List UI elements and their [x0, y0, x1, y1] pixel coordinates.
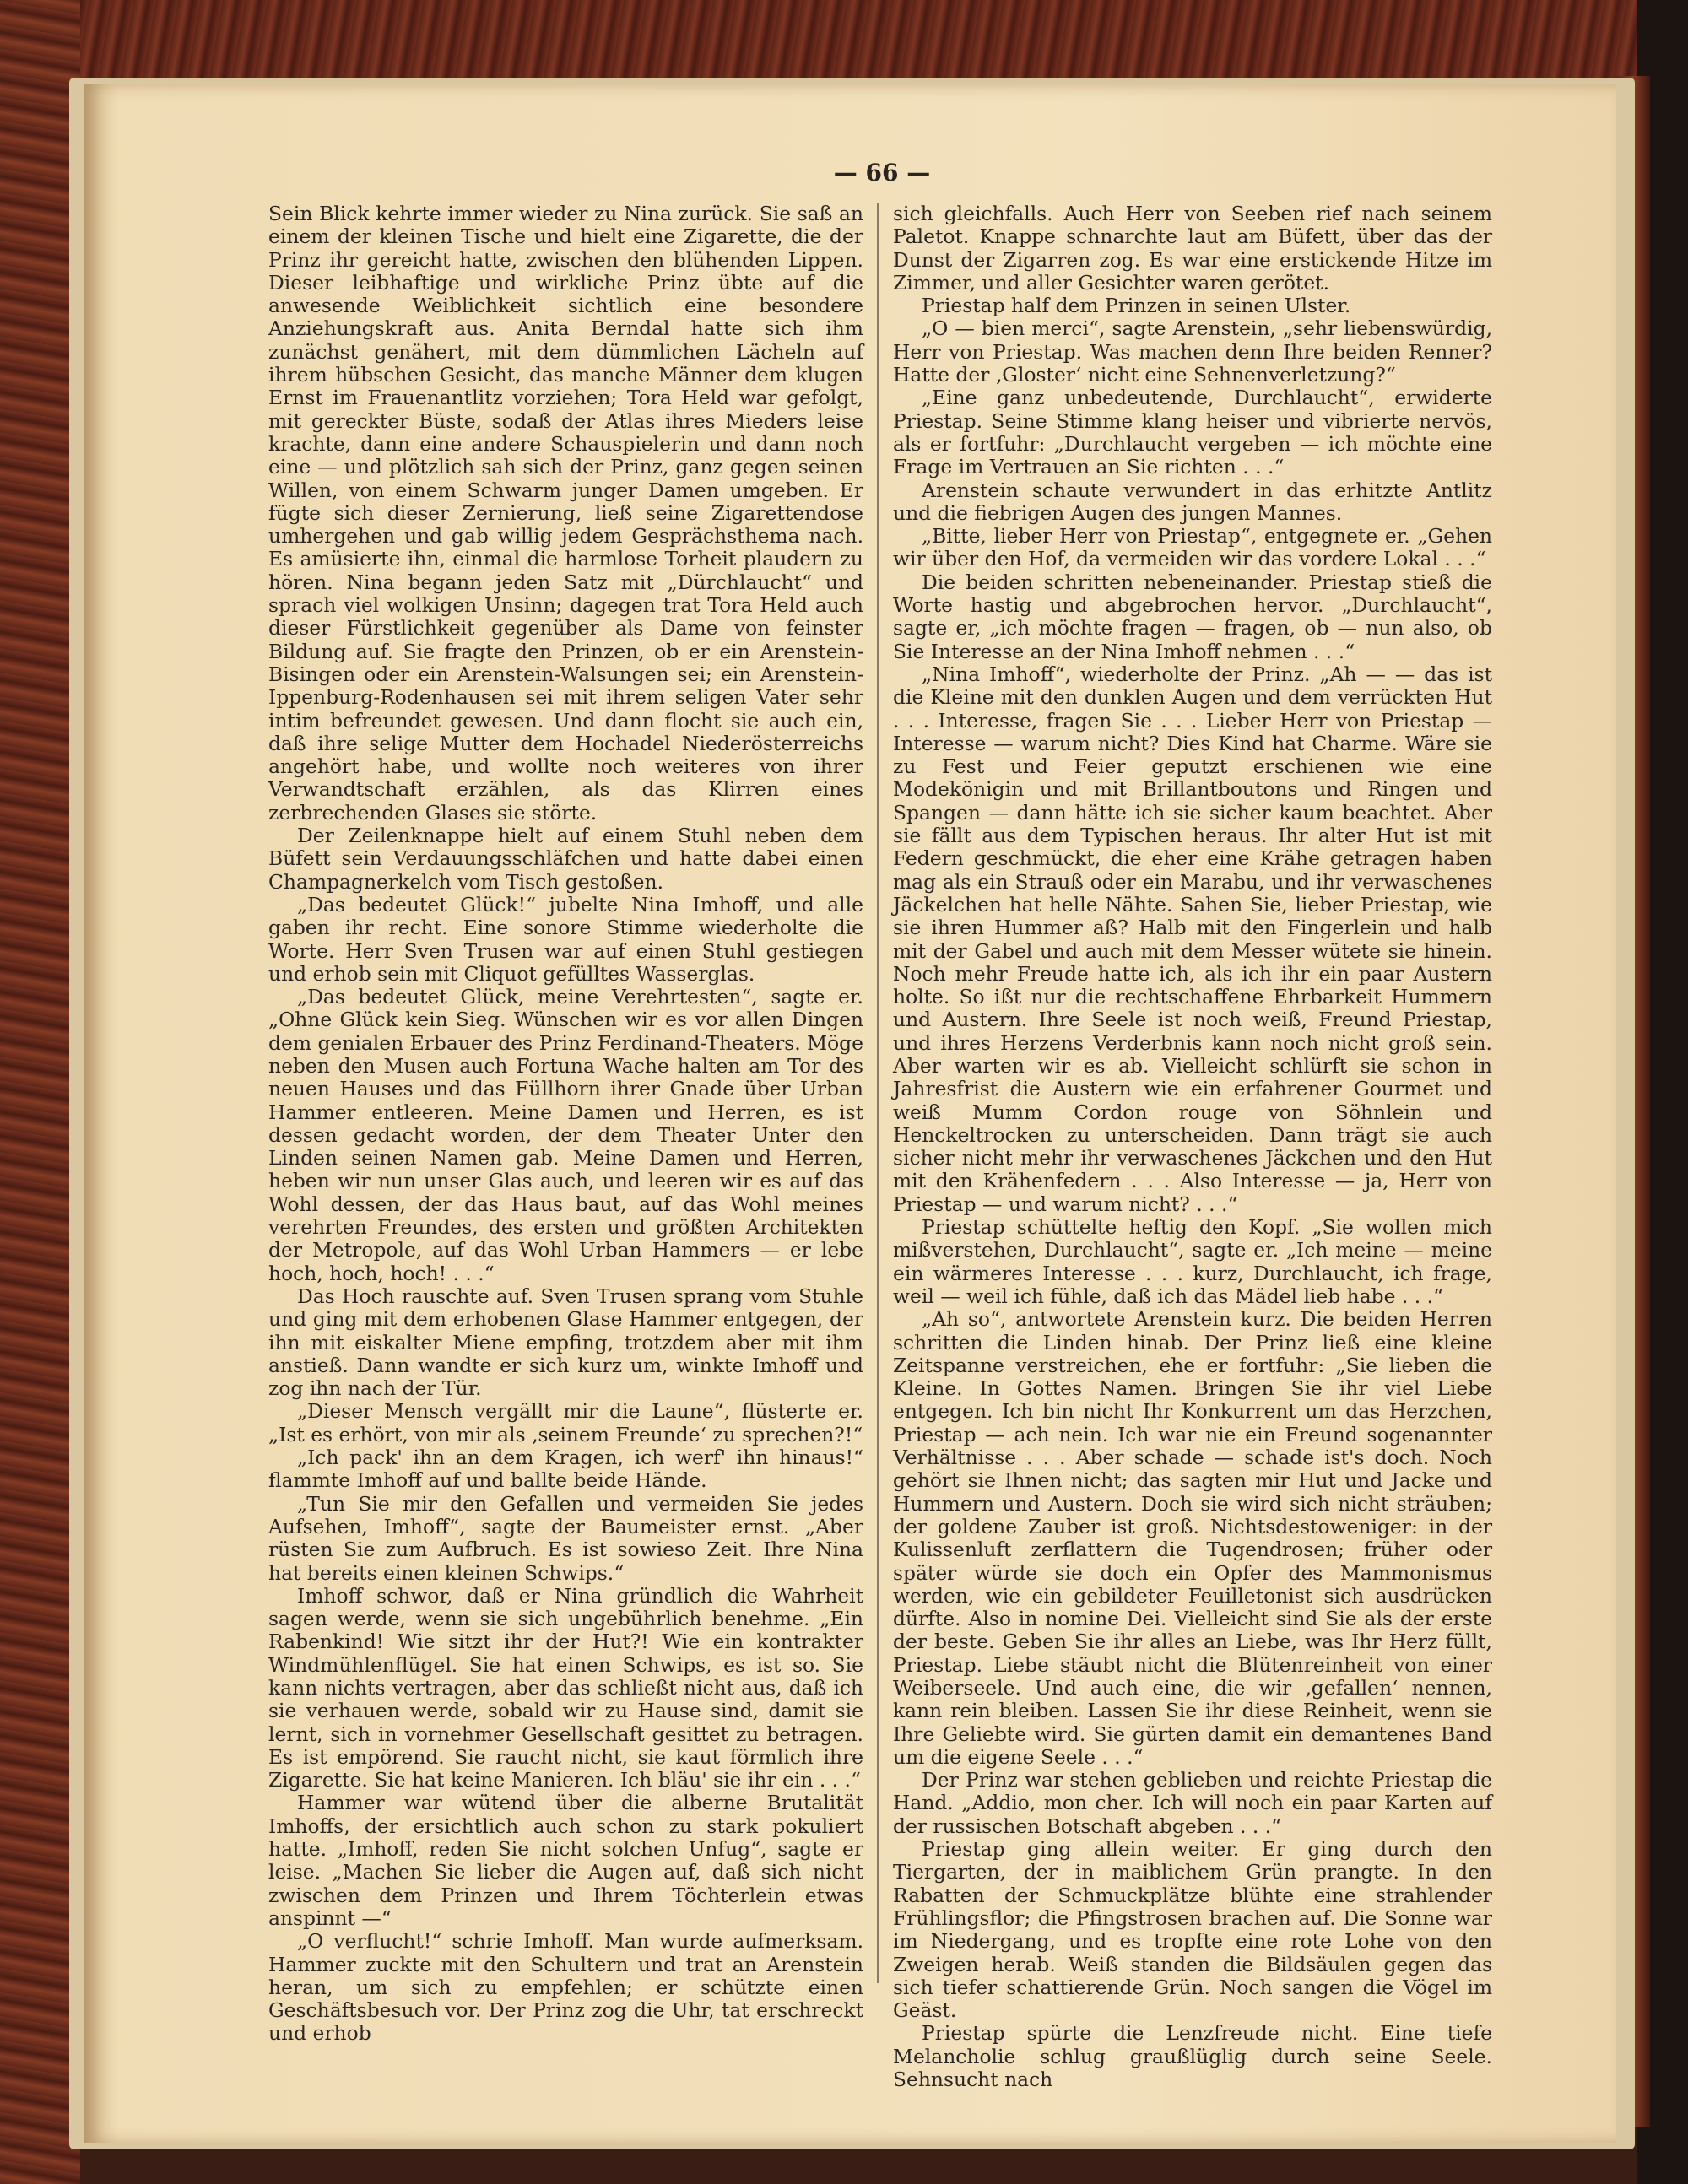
paragraph: „Das bedeutet Glück!“ jubelte Nina Imhoff, und alle gaben ihr recht. Eine sonore Stimme wiederholte die Worte. Herr Sven Trusen war auf einen Stuhl gestiegen und erhob sein mit Cliquot gefülltes Wasserglas. [268, 892, 863, 986]
column-divider [877, 203, 879, 1983]
paragraph: Der Zeilenknappe hielt auf einem Stuhl neben dem Büfett sein Verdauungsschläfchen und hatte dabei einen Champagnerkelch vom Tisch gestoßen. [268, 824, 863, 894]
paragraph: „Das bedeutet Glück, meine Verehrtesten“, sagte er. „Ohne Glück kein Sieg. Wünschen wir es vor allen Dingen dem genialen Erbauer des Prinz Ferdinand-Theaters. Möge neben den Musen auch Fortuna Wache halten am Tor des neuen Hauses und das Füllhorn ihrer Gnade über Urban Hammer entleeren. Meine Damen und Herren, es ist dessen gedacht worden, der dem Theater Unter den Linden seinen Namen gab. Meine Damen und Herren, heben wir nun unser Glas auch, und leeren wir es auf das Wohl dessen, der das Haus baut, auf das Wohl meines verehrten Freundes, des ersten und größten Architekten der Metropole, auf das Wohl Urban Hammers — er lebe hoch, hoch, hoch! . . .“ [268, 985, 863, 1285]
page-number: — 66 — [833, 159, 931, 187]
text-column-left [268, 203, 863, 2046]
paragraph: Sein Blick kehrte immer wieder zu Nina zurück. Sie saß an einem der kleinen Tische und hielt eine Zigarette, die der Prinz ihr gereicht hatte, zwischen den blühenden Lippen. Dieser leibhaftige und wirkliche Prinz übte auf die anwesende Weiblichkeit sichtlich eine besondere Anziehungskraft aus. Anita Berndal hatte sich ihm zunächst genähert, mit dem dümmlichen Lächeln auf ihrem hübschen Gesicht, das manche Männer dem klugen Ernst im Frauenantlitz vorziehen; Tora Held war gefolgt, mit gereckter Büste, sodaß der Atlas ihres Mieders leise krachte, dann eine andere Schauspielerin und dann noch eine — und plötzlich sah sich der Prinz, ganz gegen seinen Willen, von einem Schwarm junger Damen umgeben. Er fügte sich dieser Zernierung, ließ seine Zigarettendose umhergehen und gab willig jedem Gesprächsthema nach. Es amüsierte ihn, einmal die harmlose Torheit plaudern zu hören. Nina begann jeden Satz mit „Dürchlaucht“ und sprach viel wolkigen Unsinn; dagegen trat Tora Held auch dieser Fürstlichkeit gegenüber als Dame von feinster Bildung auf. Sie fragte den Prinzen, ob er ein Arenstein-Bisingen oder ein Arenstein-Walsungen sei; ein Arenstein-Ippenburg-Rodenhausen sei mit ihrem seligen Vater sehr intim befreundet gewesen. Und dann flocht sie auch ein, daß ihre selige Mutter dem Hochadel Niederösterreichs angehört habe, und wollte noch weiteres von ihrer Verwandtschaft erzählen, als das Klirren eines zerbrechenden Glases sie störte. [268, 202, 863, 824]
paragraph: „Ah so“, antwortete Arenstein kurz. Die beiden Herren schritten die Linden hinab. Der Prinz ließ eine kleine Zeitspanne verstreichen, ehe er fortfuhr: „Sie lieben die Kleine. In Gottes Namen. Bringen Sie ihr viel Liebe entgegen. Ich bin nicht Ihr Konkurrent um das Herzchen, Priestap — ach nein. Ich war nie ein Freund sogenannter Verhältnisse . . . Aber schade — schade ist's doch. Noch gehört sie Ihnen nicht; das sagten mir Hut und Jacke und Hummern und Austern. Doch sie wird sich nicht sträuben; der goldene Zauber ist groß. Nichtsdestoweniger: in der Kulissenluft zerflattern die Tugendrosen; früher oder später würde sie doch ein Opfer des Mammonismus werden, wie ein gebildeter Feuilletonist sich ausdrücken dürfte. Also in nomine Dei. Vielleicht sind Sie als der erste der beste. Geben Sie ihr alles an Liebe, was Ihr Herz füllt, Priestap. Liebe stäubt nicht die Blütenreinheit von einer Weiberseele. Und auch eine, die wir ‚gefallen‘ nennen, kann rein bleiben. Lassen Sie ihr diese Reinheit, wenn sie Ihre Geliebte wird. Sie gürten damit ein demantenes Band um die eigene Seele . . .“ [893, 1307, 1492, 1769]
paragraph: Arenstein schaute verwundert in das erhitzte Antlitz und die fiebrigen Augen des jungen Mannes. [893, 478, 1492, 525]
book-binding-left [0, 0, 80, 2184]
text-column-right [893, 203, 1492, 2091]
paragraph: Das Hoch rauschte auf. Sven Trusen sprang vom Stuhle und ging mit dem erhobenen Glase Hammer entgegen, der ihn mit eiskalter Miene empfing, trotzdem aber mit ihm anstieß. Dann wandte er sich kurz um, winkte Imhoff und zog ihn nach der Tür. [268, 1284, 863, 1401]
paragraph: Die beiden schritten nebeneinander. Priestap stieß die Worte hastig und abgebrochen hervor. „Durchlaucht“, sagte er, „ich möchte fragen — fragen, ob — nun also, ob Sie Interesse an der Nina Imhoff nehmen . . .“ [893, 570, 1492, 663]
paragraph: Priestap schüttelte heftig den Kopf. „Sie wollen mich mißverstehen, Durchlaucht“, sagte er. „Ich meine — meine ein wärmeres Interesse . . . kurz, Durchlaucht, ich frage, weil — weil ich fühle, daß ich das Mädel lieb habe . . .“ [893, 1215, 1492, 1308]
paragraph: „Dieser Mensch vergällt mir die Laune“, flüsterte er. „Ist es erhört, von mir als ‚seinem Freunde‘ zu sprechen?!“ [268, 1399, 863, 1446]
paragraph: sich gleichfalls. Auch Herr von Seeben rief nach seinem Paletot. Knappe schnarchte laut am Büfett, über das der Dunst der Zigarren zog. Es war eine erstickende Hitze im Zimmer, und aller Gesichter waren gerötet. [893, 202, 1492, 295]
paragraph: „O verflucht!“ schrie Imhoff. Man wurde aufmerksam. Hammer zuckte mit den Schultern und trat an Arenstein heran, um sich zu empfehlen; er schützte einen Geschäftsbesuch vor. Der Prinz zog die Uhr, tat erschreckt und erhob [268, 1929, 863, 2046]
paragraph: Priestap spürte die Lenzfreude nicht. Eine tiefe Melancholie schlug graußlüglig durch seine Seele. Sehnsucht nach [893, 2021, 1492, 2092]
paragraph: „Bitte, lieber Herr von Priestap“, entgegnete er. „Gehen wir über den Hof, da vermeiden wir das vordere Lokal . . .“ [893, 524, 1492, 571]
paragraph: Hammer war wütend über die alberne Brutalität Imhoffs, der ersichtlich auch schon zu stark pokuliert hatte. „Imhoff, reden Sie nicht solchen Unfug“, sagte er leise. „Machen Sie lieber die Augen auf, daß sich nicht zwischen dem Prinzen und Ihrem Töchterlein etwas anspinnt —“ [268, 1791, 863, 1930]
paragraph: „Tun Sie mir den Gefallen und vermeiden Sie jedes Aufsehen, Imhoff“, sagte der Baumeister ernst. „Aber rüsten Sie zum Aufbruch. Es ist sowieso Zeit. Ihre Nina hat bereits einen kleinen Schwips.“ [268, 1491, 863, 1585]
paragraph: Priestap ging allein weiter. Er ging durch den Tiergarten, der in maiblichem Grün prangte. In den Rabatten der Schmuckplätze blühte eine strahlender Frühlingsflor; die Pfingstrosen brachen auf. Die Sonne war im Niedergang, und es tropfte eine rote Lohe von den Zweigen herab. Weiß standen die Bildsäulen gegen das sich tiefer schattierende Grün. Noch sangen die Vögel im Geäst. [893, 1837, 1492, 2023]
paragraph: „Nina Imhoff“, wiederholte der Prinz. „Ah — — das ist die Kleine mit den dunklen Augen und dem verrückten Hut . . . Interesse, fragen Sie . . . Lieber Herr von Priestap — Interesse — warum nicht? Dies Kind hat Charme. Wäre sie zu Fest und Feier geputzt erschienen wie eine Modekönigin und mit Brillantboutons und Ringen und Spangen — dann hätte ich sie sicher kaum beachtet. Aber sie fällt aus dem Typischen heraus. Ihr alter Hut ist mit Federn geschmückt, die eher eine Krähe getragen haben mag als ein Strauß oder ein Marabu, und ihr verwaschenes Jäckelchen hat helle Nähte. Sahen Sie, lieber Priestap, wie sie ihren Hummer aß? Halb mit den Fingerlein und halb mit der Gabel und auch mit dem Messer wütete sie hinein. Noch mehr Freude hatte ich, als ich ihr ein paar Austern holte. So ißt nur die rechtschaffene Ehrbarkeit Hummern und Austern. Ihre Seele ist noch weiß, Freund Priestap, und ihres Herzens Verderbnis kann noch nicht groß sein. Aber warten wir es ab. Vielleicht schlürft sie schon in Jahresfrist die Austern wie ein erfahrener Gourmet und weiß Mumm Cordon rouge von Söhnlein und Henckeltrocken zu unterscheiden. Dann trägt sie auch sicher nicht mehr ihr verwaschenes Jäckchen und den Hut mit den Krähenfedern . . . Also Interesse — ja, Herr von Priestap — und warum nicht? . . .“ [893, 662, 1492, 1216]
paragraph: „O — bien merci“, sagte Arenstein, „sehr liebenswürdig, Herr von Priestap. Was machen denn Ihre beiden Renner? Hatte der ‚Gloster‘ nicht eine Sehnenverletzung?“ [893, 316, 1492, 387]
paragraph: Priestap half dem Prinzen in seinen Ulster. [922, 294, 1351, 318]
paragraph: „Eine ganz unbedeutende, Durchlaucht“, erwiderte Priestap. Seine Stimme klang heiser und vibrierte nervös, als er fortfuhr: „Durchlaucht vergeben — ich möchte eine Frage im Vertrauen an Sie richten . . .“ [893, 386, 1492, 479]
paragraph: Der Prinz war stehen geblieben und reichte Priestap die Hand. „Addio, mon cher. Ich will noch ein paar Karten auf der russischen Botschaft abgeben . . .“ [893, 1768, 1492, 1838]
paragraph: Imhoff schwor, daß er Nina gründlich die Wahrheit sagen werde, wenn sie sich ungebührlich benehme. „Ein Rabenkind! Wie sitzt ihr der Hut?! Wie ein kontrakter Windmühlenflügel. Sie hat einen Schwips, es ist so. Sie kann nichts vertragen, aber das schließt nicht aus, daß ich sie verhauen werde, sobald wir zu Hause sind, damit sie lernt, sich in vornehmer Gesellschaft gesittet zu betragen. Es ist empörend. Sie raucht nicht, sie kaut förmlich ihre Zigarette. Sie hat keine Manieren. Ich bläu' sie ihr ein . . .“ [268, 1583, 863, 1792]
paragraph: „Ich pack' ihn an dem Kragen, ich werf' ihn hinaus!“ flammte Imhoff auf und ballte beide Hände. [268, 1446, 863, 1493]
